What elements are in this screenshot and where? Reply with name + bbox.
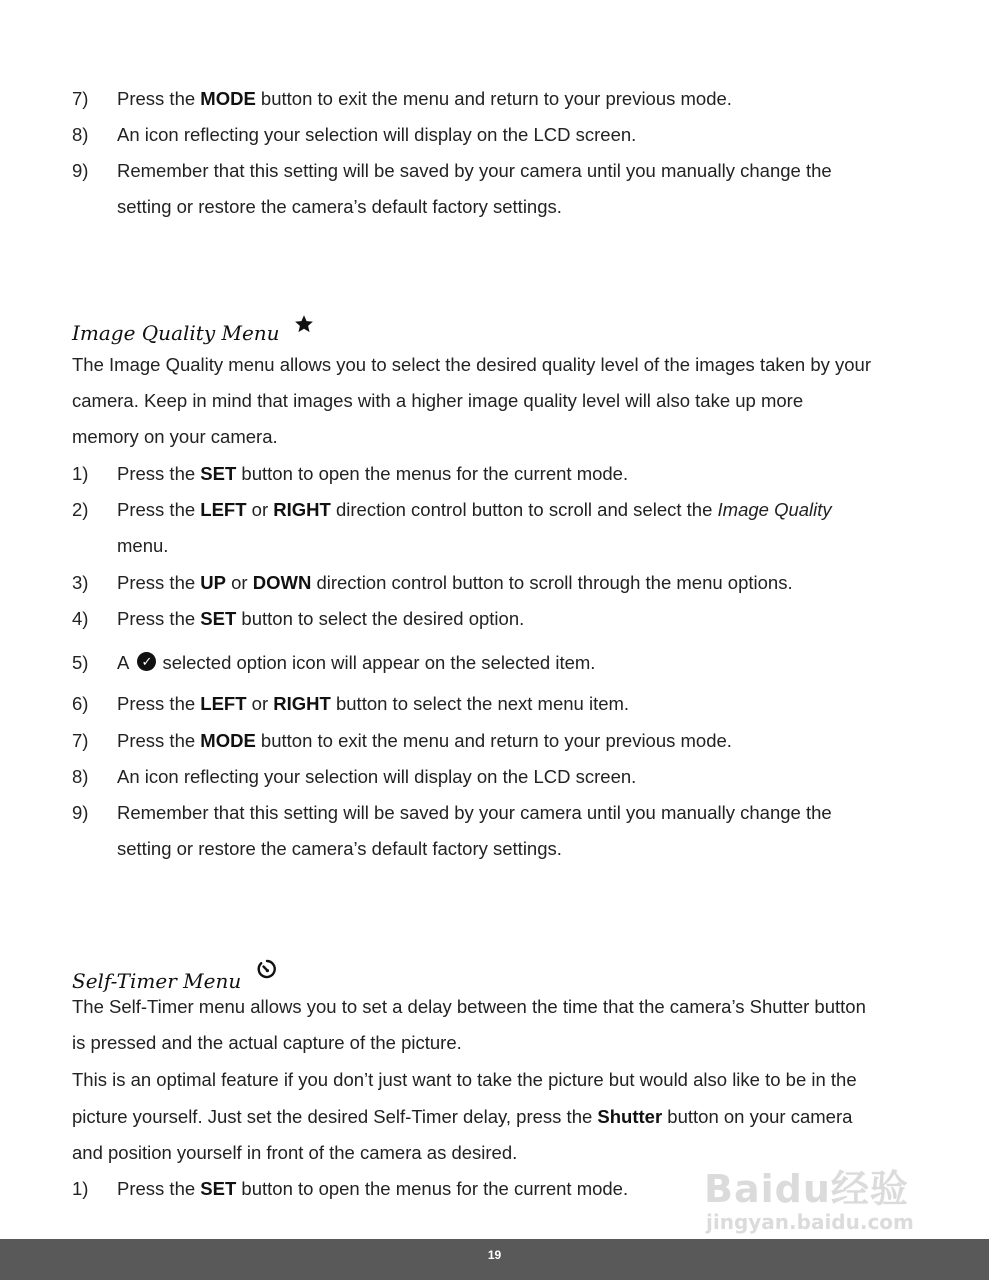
paragraph-line: This is an optimal feature if you don’t just want to take the picture but would also like to be in the <box>72 1069 857 1090</box>
paragraph-line: and position yourself in front of the camera as desired. <box>72 1142 518 1163</box>
paragraph-line: camera. Keep in mind that images with a higher image quality level will also take up more <box>72 390 804 411</box>
list-item-text: menu. <box>117 535 169 556</box>
check-circle-icon: ✓ <box>137 652 156 671</box>
list-number: 8) <box>72 766 89 787</box>
paragraph-line: memory on your camera. <box>72 426 278 447</box>
watermark-url: jingyan.baidu.com <box>706 1210 914 1234</box>
list-item-text: setting or restore the camera’s default factory settings. <box>117 838 562 859</box>
list-number: 8) <box>72 124 89 145</box>
watermark <box>700 1150 940 1240</box>
list-number: 6) <box>72 693 89 714</box>
list-item-text: An icon reflecting your selection will display on the LCD screen. <box>117 124 637 145</box>
list-item-text: Remember that this setting will be saved by your camera until you manually change the <box>117 160 832 181</box>
watermark-brand: Baidu经验 <box>704 1167 909 1211</box>
list-number: 1) <box>72 463 89 484</box>
list-number: 2) <box>72 499 89 520</box>
list-number: 7) <box>72 730 89 751</box>
paragraph-line: The Self-Timer menu allows you to set a delay between the time that the camera’s Shutter button <box>72 996 866 1017</box>
page-number: 19 <box>487 1248 502 1262</box>
paragraph-line: picture yourself. Just set the desired Self-Timer delay, press the Shutter button on your camera <box>72 1106 853 1127</box>
list-number: 9) <box>72 160 89 181</box>
list-item-text: Press the LEFT or RIGHT button to select the next menu item. <box>117 693 630 714</box>
paragraph-line: The Image Quality menu allows you to select the desired quality level of the images taken by your <box>72 354 872 375</box>
list-item-text: Press the SET button to open the menus for the current mode. <box>117 1178 629 1199</box>
list-item-text: Press the SET button to select the desired option. <box>117 608 525 629</box>
list-number: 9) <box>72 802 89 823</box>
list-item-text: Press the UP or DOWN direction control button to scroll through the menu options. <box>117 572 793 593</box>
list-item-text: Press the MODE button to exit the menu and return to your previous mode. <box>117 88 732 109</box>
list-item-text: An icon reflecting your selection will display on the LCD screen. <box>117 766 637 787</box>
list-item-text: Press the MODE button to exit the menu and return to your previous mode. <box>117 730 732 751</box>
list-number: 3) <box>72 572 89 593</box>
list-item-text: Press the SET button to open the menus for the current mode. <box>117 463 629 484</box>
list-number: 4) <box>72 608 89 629</box>
list-item-text: setting or restore the camera’s default factory settings. <box>117 196 562 217</box>
list-item-text: A ✓ selected option icon will appear on the selected item. <box>117 652 596 673</box>
self-timer-icon <box>255 958 279 987</box>
section-heading-image-quality: Image Quality Menu <box>72 314 314 345</box>
list-number: 1) <box>72 1178 89 1199</box>
list-item-text: Press the LEFT or RIGHT direction control button to scroll and select the Image Quality <box>117 499 832 520</box>
section-heading-self-timer: Self-Timer Menu <box>72 958 279 993</box>
list-number: 5) <box>72 652 89 673</box>
page-footer <box>0 1239 989 1280</box>
list-item-text: Remember that this setting will be saved by your camera until you manually change the <box>117 802 832 823</box>
star-icon <box>294 314 314 339</box>
list-number: 7) <box>72 88 89 109</box>
paragraph-line: is pressed and the actual capture of the picture. <box>72 1032 462 1053</box>
